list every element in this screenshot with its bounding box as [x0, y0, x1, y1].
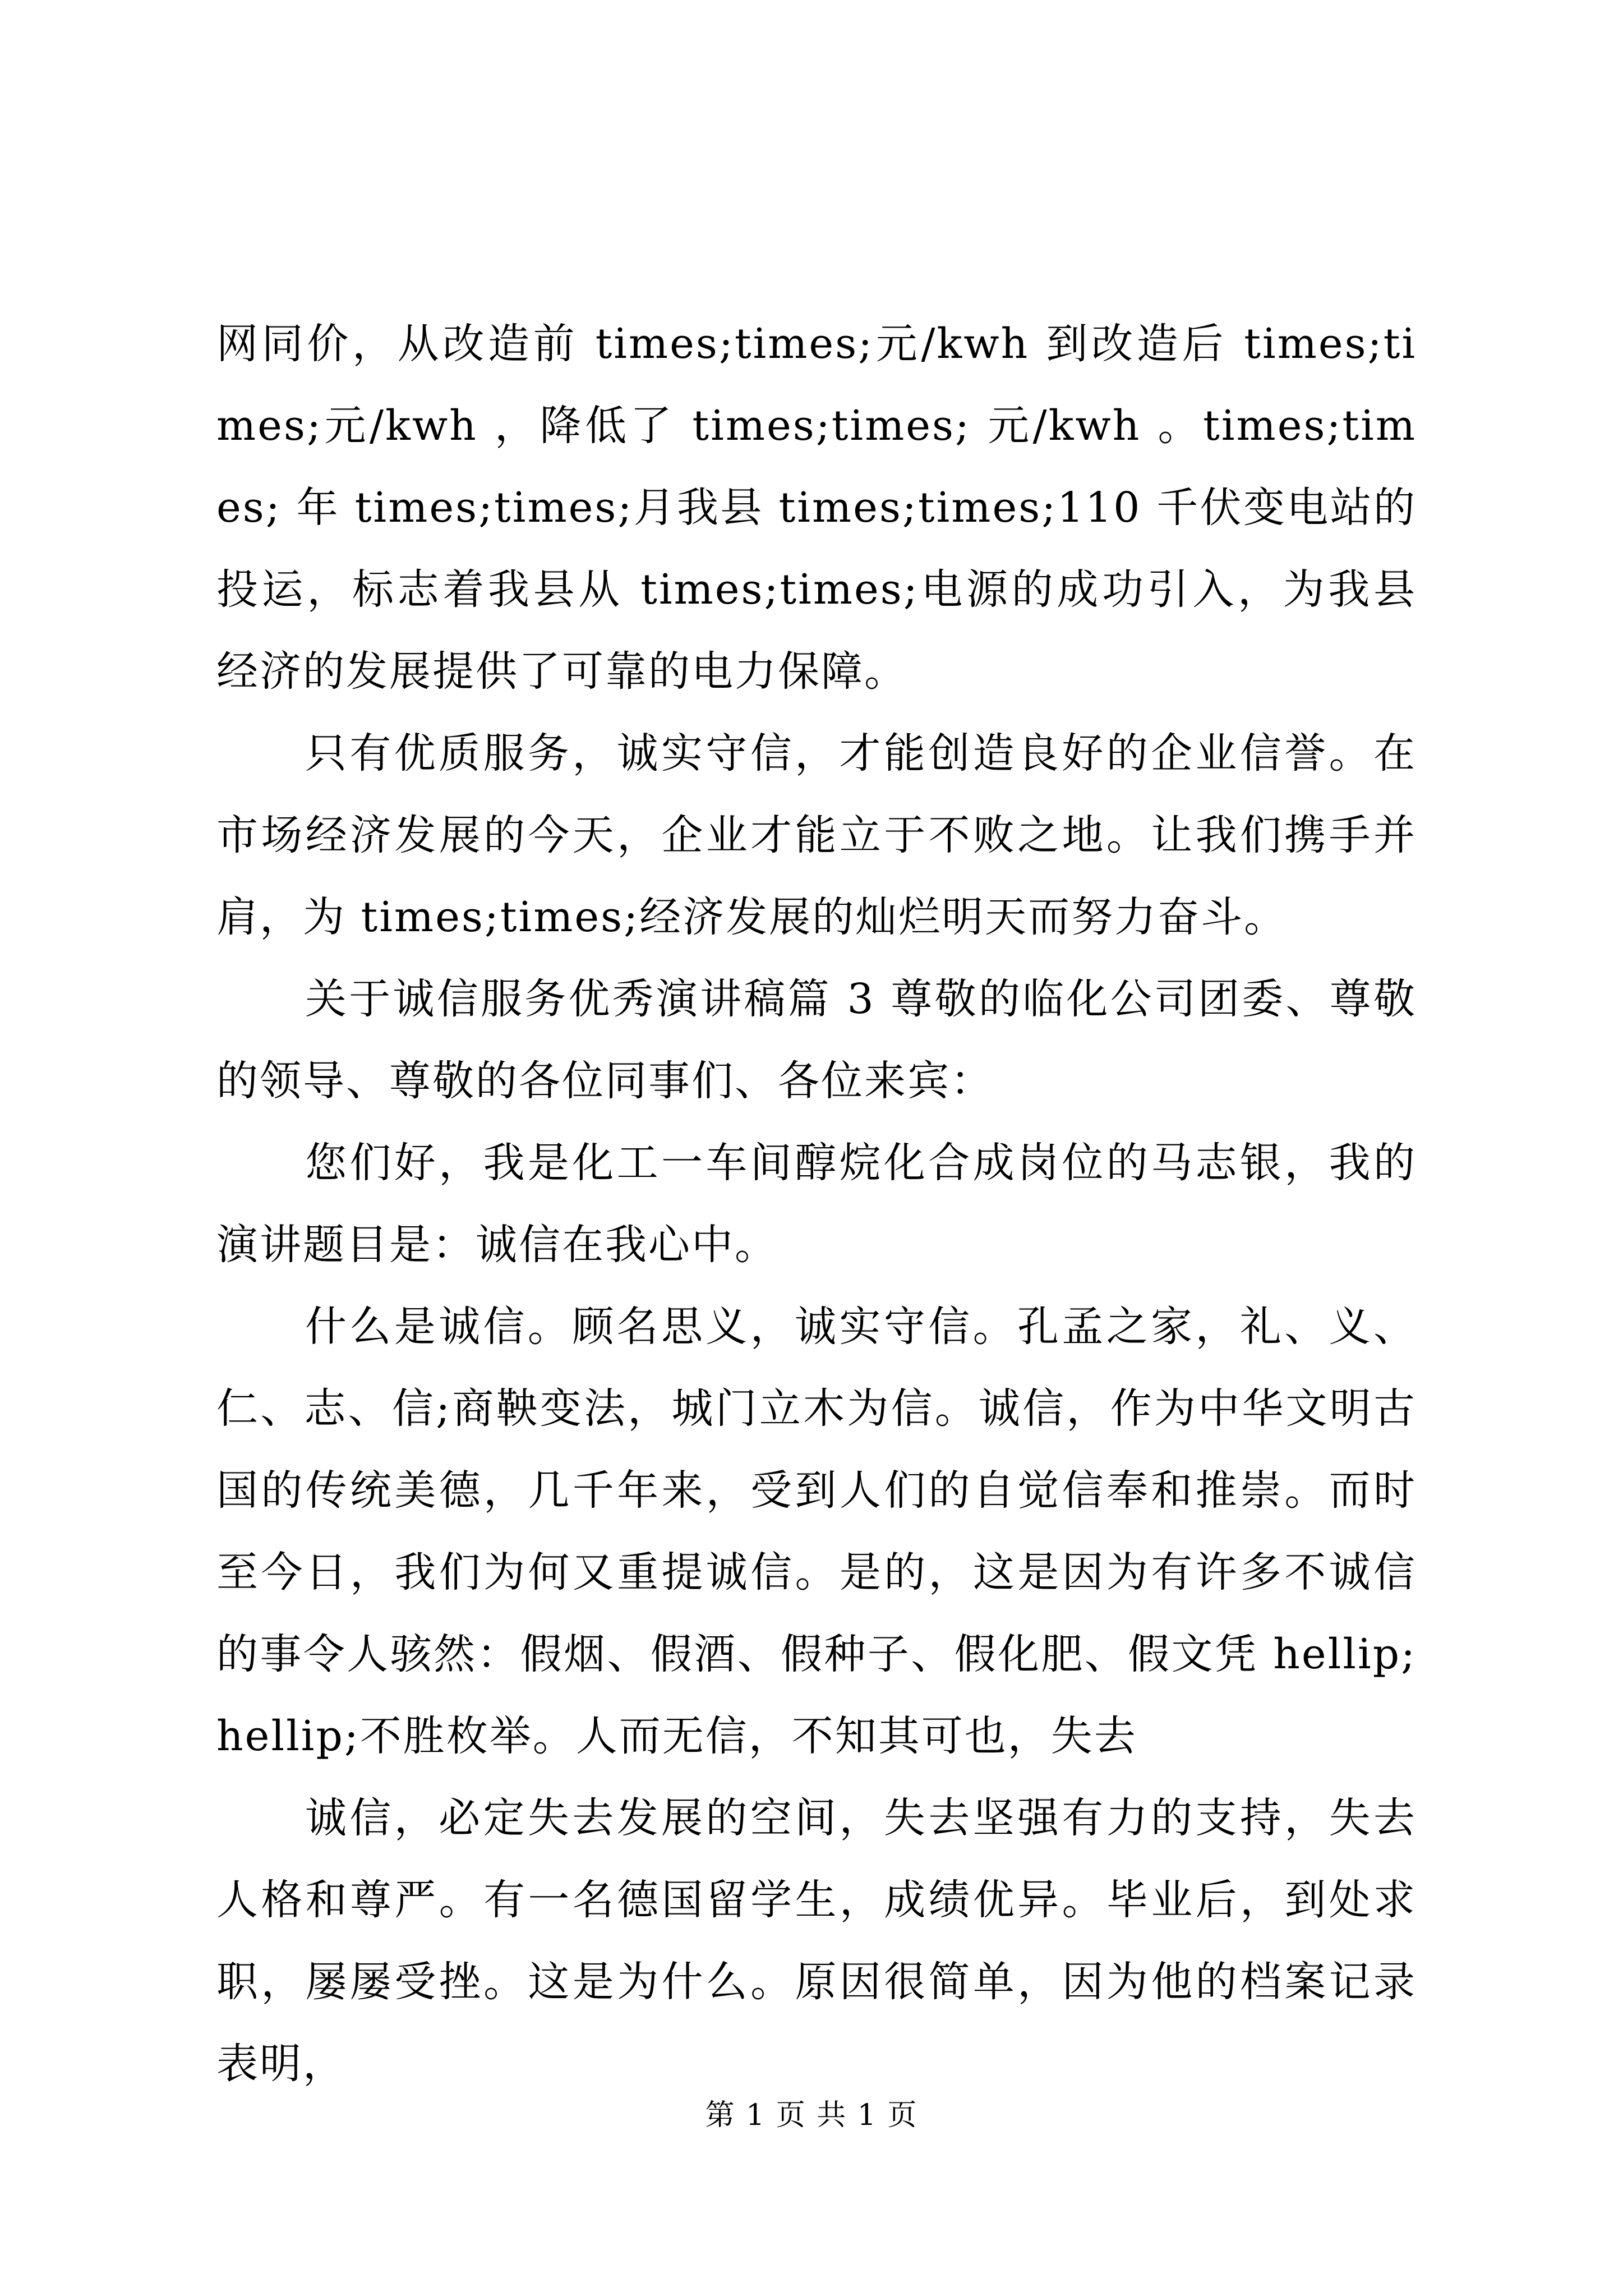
page-footer: 第 1 页 共 1 页 [705, 2099, 918, 2132]
paragraph-2: 只有优质服务，诚实守信，才能创造良好的企业信誉。在市场经济发展的今天，企业才能立于不败之地。让我们携手并肩，为 times;times;经济发展的灿烂明天而努力奋斗。 [216, 729, 1417, 941]
paragraph-5: 什么是诚信。顾名思义，诚实守信。孔孟之家，礼、义、仁、志、信;商鞅变法，城门立木为信。诚信，作为中华文明古国的传统美德，几千年来，受到人们的自觉信奉和推崇。而时至今日，我们为何又重提诚信。是的，这是因为有许多不诚信的事令人骇然：假烟、假酒、假种子、假化肥、假文凭 hellip;hellip;不胜枚举。人而无信，不知其可也，失去 [216, 1303, 1417, 1760]
paragraph-3: 关于诚信服务优秀演讲稿篇 3 尊敬的临化公司团委、尊敬的领导、尊敬的各位同事们、各位来宾： [216, 975, 1417, 1105]
paragraph-4: 您们好，我是化工一车间醇烷化合成岗位的马志银，我的演讲题目是：诚信在我心中。 [216, 1139, 1417, 1269]
paragraph-1: 网同价，从改造前 times;times;元/kwh 到改造后 times;times;元/kwh ，降低了 times;times; 元/kwh 。times;times; 年 times;times;月我县 times;times;110 千伏变电站的投运，标志着我县从 times;times;电源的成功引入，为我县经济的发展提供了可靠的电力保障。 [216, 320, 1417, 696]
document-body [216, 303, 1417, 2105]
paragraph-6: 诚信，必定失去发展的空间，失去坚强有力的支持，失去人格和尊严。有一名德国留学生，成绩优异。毕业后，到处求职，屡屡受挫。这是为什么。原因很简单，因为他的档案记录表明， [216, 1794, 1417, 2088]
